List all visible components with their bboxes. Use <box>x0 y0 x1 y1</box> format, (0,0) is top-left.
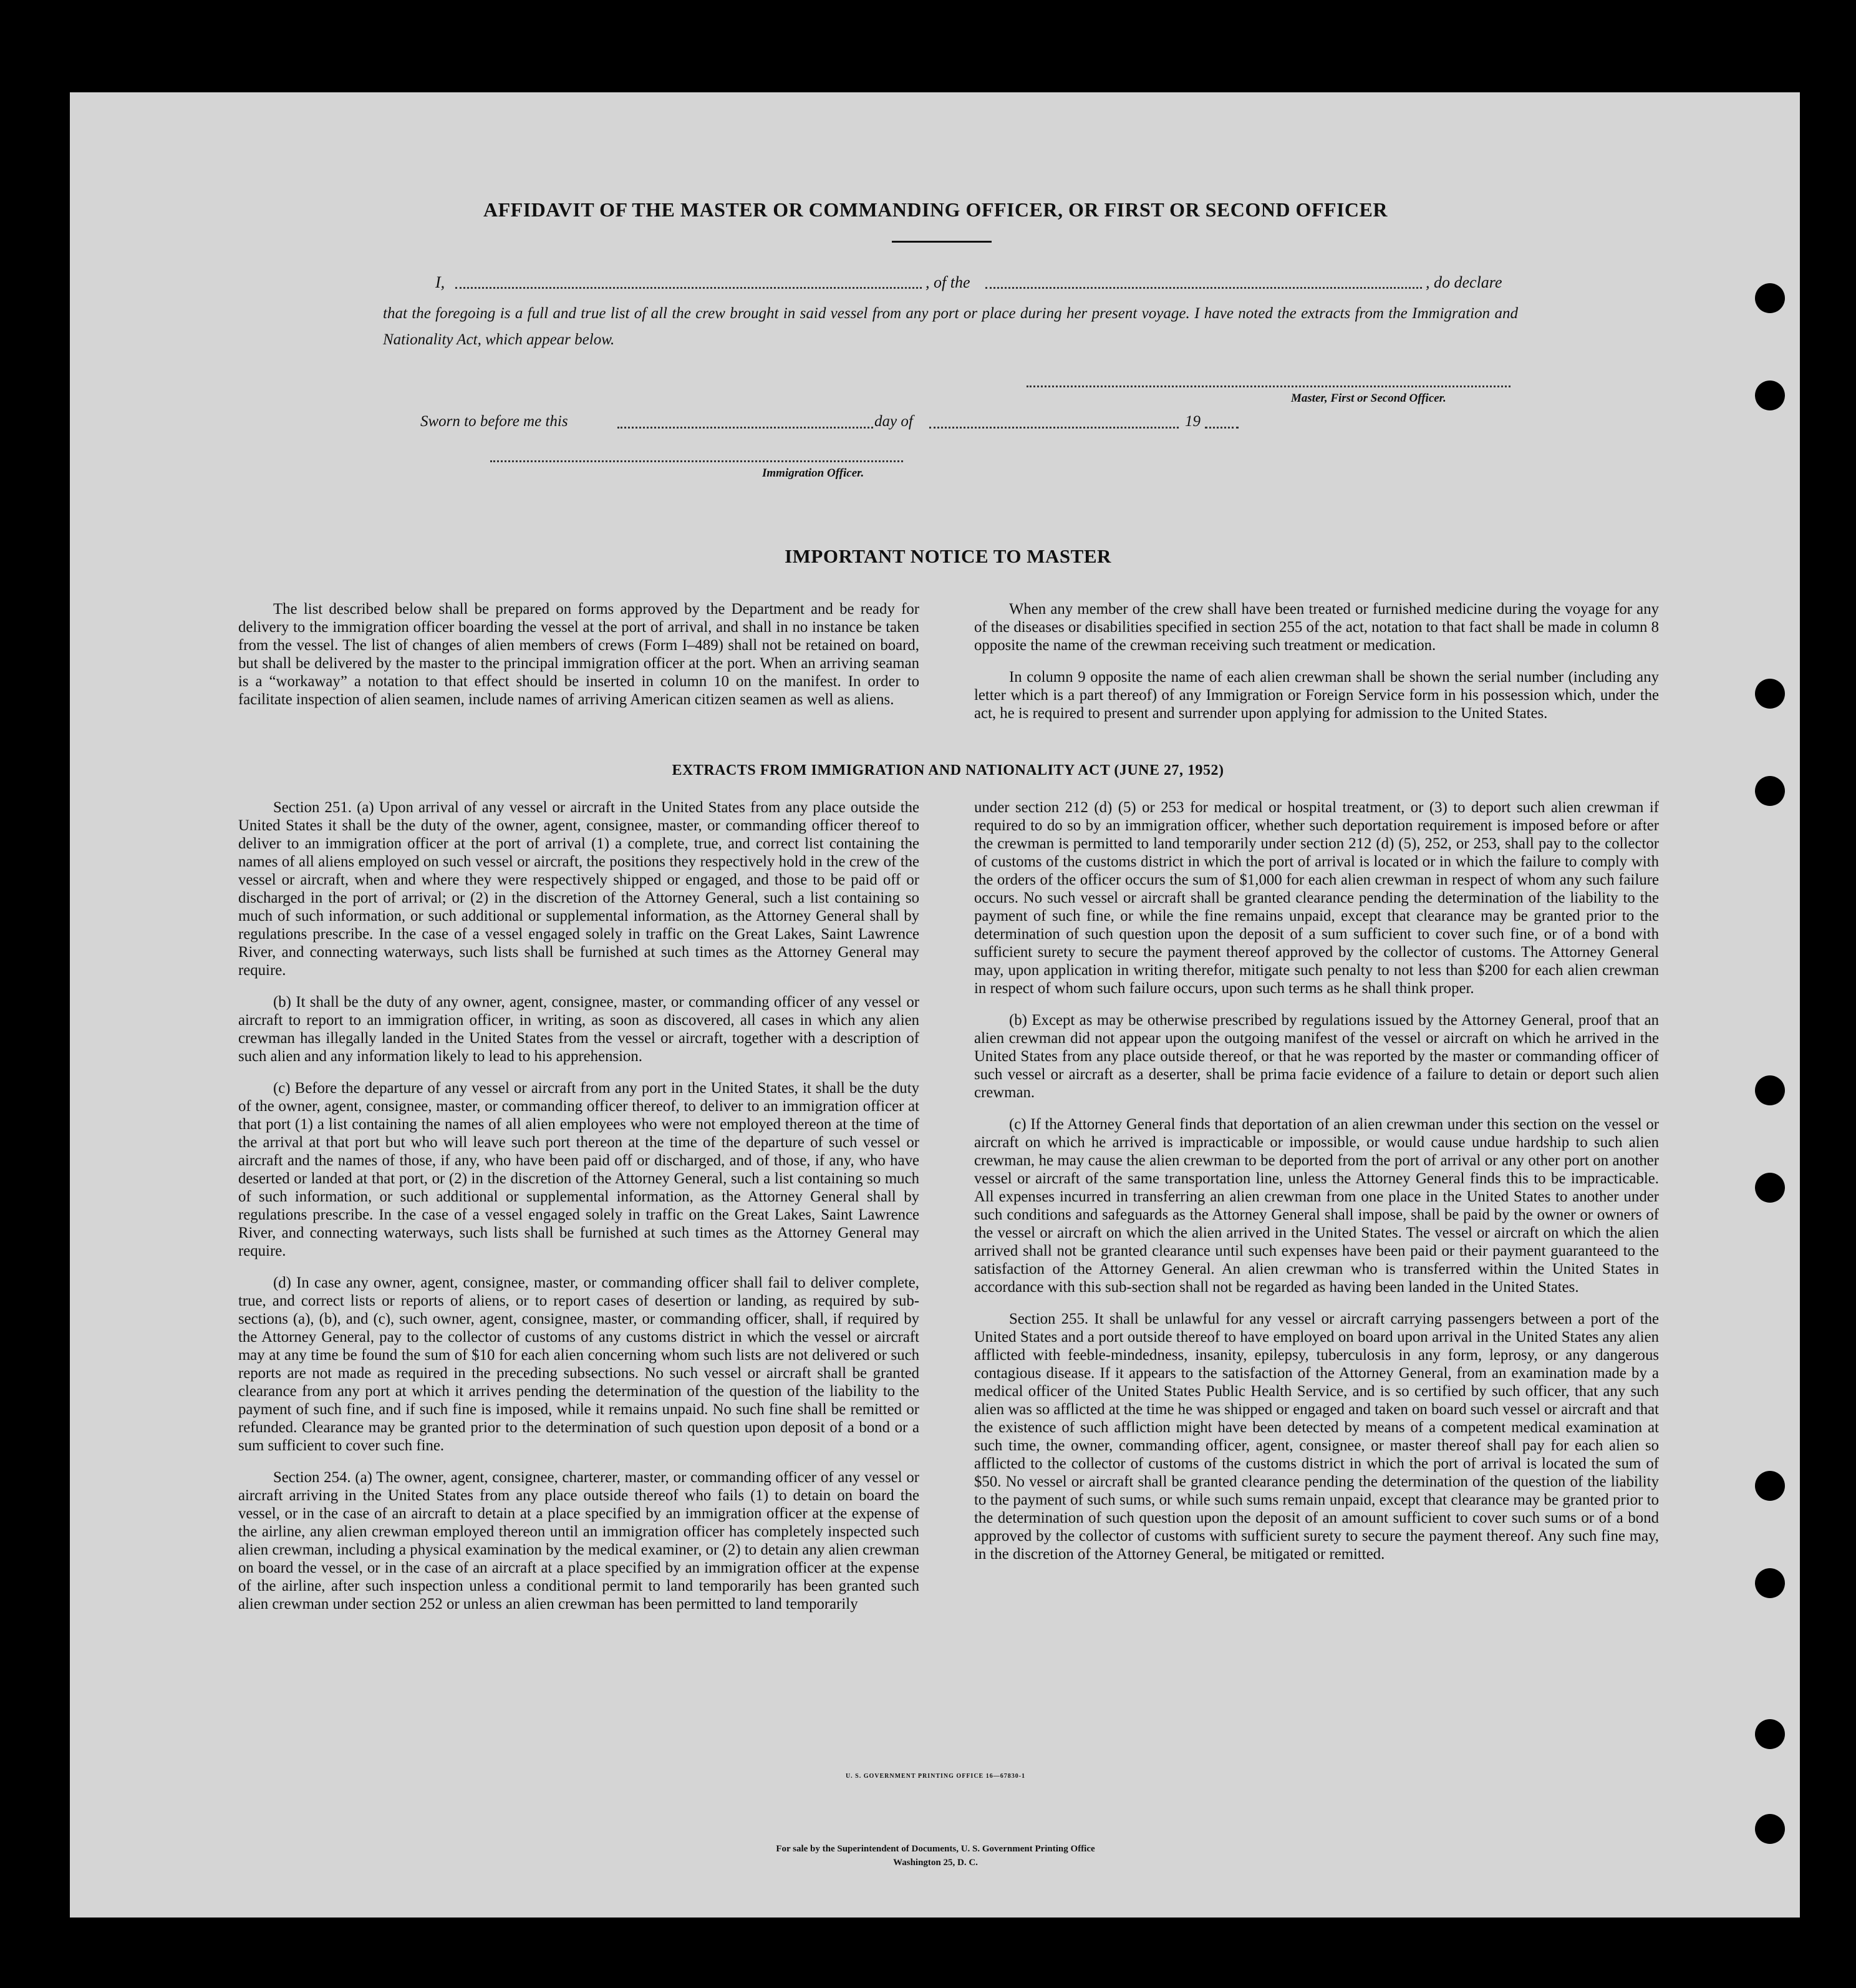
notice-title: IMPORTANT NOTICE TO MASTER <box>785 545 1111 567</box>
punch-hole <box>1755 776 1785 806</box>
section-254-c: (c) If the Attorney General finds that deportation of an alien crewman under this section on the vessel or aircraft on which he arrived is impracticable or impossible, or would cause undue hardship to such alien crewman, he may cause the alien crewman to be deported from the port of arrival or any other port on another vessel or aircraft of the same transportation line, unless the Attorney General finds this to be impracticable. All expenses incurred in transferring an alien crewman from one place in the United States to another under such conditions and safeguards as the Attorney General shall impose, shall be paid by the owner or owners of the vessel or aircraft on which the alien arrived in the United States. The vessel or aircraft on which the alien arrived shall not be granted clearance until such expenses have been paid or their payment guaranteed to the satisfaction of the Attorney General. An alien crewman who is transferred within the United States in accordance with this sub-section shall not be regarded as having been landed in the United States. <box>974 1116 1659 1296</box>
affidavit-title: AFFIDAVIT OF THE MASTER OR COMMANDING OFFICER, OR FIRST OR SECOND OFFICER <box>483 198 1388 221</box>
punch-hole <box>1755 1173 1785 1203</box>
sworn-month-line[interactable] <box>929 417 1179 429</box>
section-254-b: (b) Except as may be otherwise prescribed by regulations issued by the Attorney General, proof that an alien crewman did not appear upon the outgoing manifest of the vessel or aircraft on which he arrived in the United States from any place outside thereof, or that he was reported by the master or commanding officer of such vessel or aircraft as a deserter, shall be prima facie evidence of a failure to detain or deport such alien crewman. <box>974 1012 1659 1101</box>
do-declare-label: , do declare <box>1426 273 1502 291</box>
punch-hole <box>1755 1471 1785 1501</box>
immigration-officer-label: Immigration Officer. <box>762 467 864 480</box>
notice-left-paragraph: The list described below shall be prepared on forms approved by the Department and be ready for delivery to the immigration officer boarding the vessel at the port of arrival, and shall in no instance be taken from the vessel. The list of changes of alien members of crews (Form I–489) shall not be retained on board, but shall be delivered by the master to the principal immigration officer at the port. When an arriving seaman is a “workaway” a notation to that effect should be inserted in column 10 on the manifest. In order to facilitate inspection of alien seamen, include names of arriving American citizen seamen as well as aliens. <box>238 601 919 708</box>
punch-hole <box>1755 1568 1785 1598</box>
punch-hole <box>1755 679 1785 709</box>
affidavit-statement: that the foregoing is a full and true list of all the crew brought in said vessel from any port or place during her present voyage. I have noted the extracts from the Immigration and Nationality Act, which appear below. <box>383 305 1518 348</box>
section-251-b: (b) It shall be the duty of any owner, agent, consignee, master, or commanding officer of any vessel or aircraft to report to an immigration officer, in writing, as soon as discovered, all cases in which any alien crewman has illegally landed in the United States from the vessel or aircraft, together with a description of such alien and any information likely to lead to his apprehension. <box>238 994 919 1065</box>
notice-right-paragraph-1: When any member of the crew shall have been treated or furnished medicine during the voyage for any of the diseases or disabilities specified in section 255 of the act, notation to that fact shall be made in column 8 opposite the name of the crewman receiving such treatment or medication. <box>974 601 1659 654</box>
extracts-right-column <box>974 798 1659 1577</box>
sworn-label: Sworn to before me this <box>420 413 568 430</box>
master-signature-label: Master, First or Second Officer. <box>1291 392 1446 405</box>
sworn-year-line[interactable] <box>1205 417 1239 429</box>
immigration-officer-line[interactable] <box>490 454 903 462</box>
punch-hole <box>1755 283 1785 313</box>
punch-hole <box>1755 1719 1785 1749</box>
day-of-label: day of <box>874 413 913 430</box>
punch-hole <box>1755 381 1785 410</box>
declarant-name-line[interactable] <box>455 274 922 289</box>
section-254-a: Section 254. (a) The owner, agent, consignee, charterer, master, or commanding officer of any vessel or aircraft arriving in the United States from any place outside thereof who fails (1) to detain on board the vessel, or in the case of an aircraft to detain at a place specified by an immigration officer at the expense of the airline, any alien crewman employed thereon until an immigration officer has completely inspected such alien crewman, including a physical examination by the medical examiner, or (2) to detain any alien crewman on board the vessel, or in the case of an aircraft at a place specified by an immigration officer at the expense of the airline, after such inspection unless a conditional permit to land temporarily has been granted such alien crewman under section 252 or unless an alien crewman has been permitted to land temporarily <box>238 1469 919 1612</box>
printing-office-note: U. S. GOVERNMENT PRINTING OFFICE 16—67830-1 <box>845 1773 1026 1780</box>
master-signature-line[interactable] <box>1027 379 1510 387</box>
i-label: I, <box>435 273 445 291</box>
section-254-a-continued: under section 212 (d) (5) or 253 for medical or hospital treatment, or (3) to deport such alien crewman if required to do so by an immigration officer, whether such deportation requirement is imposed before or after the crewman is permitted to land temporarily under section 212 (d) (5), 252, or 253, shall pay to the collector of customs of the customs district in which the port of arrival is located or in which the failure to comply with the orders of the officer occurs the sum of $1,000 for each alien crewman in respect of whom any such failure occurs. No such vessel or aircraft shall be granted clearance pending the determination of the liability to the payment of such fine, or while the fine remains unpaid, except that clearance may be granted prior to the determination of such question upon the deposit of a sum sufficient to cover such fine, or of a bond with sufficient surety to secure the payment thereof approved by the collector of customs. The Attorney General may, upon application in writing therefor, mitigate such penalty to not less than $200 for each alien crewman in respect of whom such failure occurs, upon such terms as he shall think proper. <box>974 799 1659 997</box>
vessel-name-line[interactable] <box>985 274 1422 289</box>
notice-right-column <box>974 600 1659 736</box>
extracts-left-column <box>238 798 919 1627</box>
section-251-c: (c) Before the departure of any vessel or aircraft from any port in the United States, it shall be the duty of the owner, agent, consignee, master, or commanding officer thereof, to deliver to an immigration officer at that port (1) a list containing the names of all alien employees who were not employed thereon at the time of the arrival at that port but who will leave such port thereon at the time of the departure of such vessel or aircraft and the names of those, if any, who have been paid off or discharged, and of those, if any, who have deserted or landed at that port, or (2) in the discretion of the Attorney General, such a list containing so much of such information, or such additional or supplemental information, as the Attorney General shall by regulations prescribe. In the case of a vessel engaged solely in traffic on the Great Lakes, Saint Lawrence River, and connecting waterways, such lists shall be furnished at such times as the Attorney General may require. <box>238 1080 919 1259</box>
section-251-a: Section 251. (a) Upon arrival of any vessel or aircraft in the United States from any place outside the United States it shall be the duty of the owner, agent, consignee, master, or commanding officer thereof to deliver to an immigration officer at the port of arrival (1) a complete, true, and correct list containing the names of all aliens employed on such vessel or aircraft, the positions they respectively hold in the crew of the vessel or aircraft, when and where they were respectively shipped or engaged, and those to be paid off or discharged in the port of arrival; or (2) in the discretion of the Attorney General, such a list containing so much of such information, or such additional or supplemental information, as the Attorney General shall by regulations prescribe. In the case of a vessel engaged solely in traffic on the Great Lakes, Saint Lawrence River, and connecting waterways, such lists shall be furnished at such times as the Attorney General may require. <box>238 799 919 979</box>
year-label: 19 <box>1185 413 1201 430</box>
for-sale-line-1: For sale by the Superintendent of Documents, U. S. Government Printing Office <box>776 1844 1095 1854</box>
for-sale-line-2: Washington 25, D. C. <box>893 1858 978 1868</box>
punch-hole <box>1755 1075 1785 1105</box>
extracts-title: EXTRACTS FROM IMMIGRATION AND NATIONALITY ACT (JUNE 27, 1952) <box>672 762 1224 778</box>
notice-left-column <box>238 600 919 722</box>
punch-hole <box>1755 1814 1785 1844</box>
notice-right-paragraph-2: In column 9 opposite the name of each alien crewman shall be shown the serial number (including any letter which is a part thereof) of any Immigration or Foreign Service form in his possession which, under the act, he is required to present and surrender upon applying for admission to the United States. <box>974 669 1659 722</box>
section-251-d: (d) In case any owner, agent, consignee, master, or commanding officer shall fail to deliver complete, true, and correct lists or reports of aliens, or to report cases of desertion or landing, as required by sub-sections (a), (b), and (c), such owner, agent, consignee, master, or commanding officer, shall, if required by the Attorney General, pay to the collector of customs of any customs district in which the vessel or aircraft may at any time be found the sum of $10 for each alien concerning whom such lists are not delivered or such reports are not made as required in the preceding subsections. No such vessel or aircraft shall be granted clearance from any port at which it arrives pending the determination of the question of the liability to the payment of such fine, and if such fine is imposed, while it remains unpaid. No such fine shall be remitted or refunded. Clearance may be granted prior to the determination of such question upon deposit of a bond or a sum sufficient to cover such fine. <box>238 1274 919 1454</box>
section-255: Section 255. It shall be unlawful for any vessel or aircraft carrying passengers between a port of the United States and a port outside thereof to have employed on board upon arrival in the United States any alien afflicted with feeble-mindedness, insanity, epilepsy, tuberculosis in any form, leprosy, or any dangerous contagious disease. If it appears to the satisfaction of the Attorney General, from an examination made by a medical officer of the United States Public Health Service, and is so certified by such officer, that any such alien was so afflicted at the time he was shipped or engaged and taken on board such vessel or aircraft and that the existence of such affliction might have been detected by means of a competent medical examination at such time, the owner, commanding officer, agent, consignee, or master thereof shall pay for each alien so afflicted to the collector of customs of the customs district in which the port of arrival is located the sum of $50. No vessel or aircraft shall be granted clearance pending the determination of the question of the liability to the payment of such sums, or while such sums remain unpaid, except that clearance may be granted prior to the determination of such question upon the deposit of an amount sufficient to cover such sums or of a bond approved by the collector of customs with sufficient surety to secure the payment thereof. Any such fine may, in the discretion of the Attorney General, be mitigated or remitted. <box>974 1311 1659 1563</box>
of-the-label: , of the <box>926 273 970 291</box>
sworn-day-line[interactable] <box>617 417 873 429</box>
title-rule <box>892 241 992 243</box>
